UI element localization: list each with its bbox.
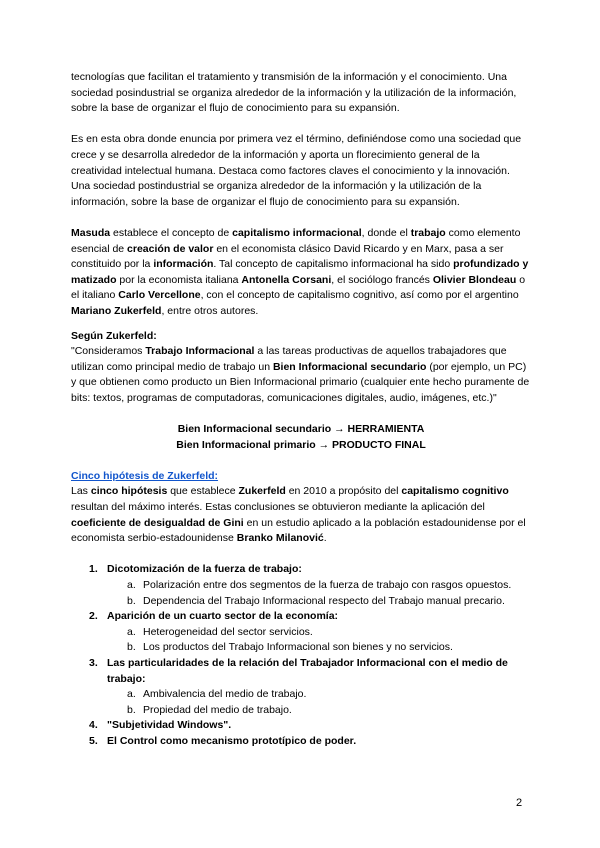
list-item-2: 2. Aparición de un cuarto sector de la economía: a. Heterogeneidad del sector servicios. b. Los productos del Trabajo Informacional son bienes y no servicios. (71, 609, 531, 656)
zukerfeld-quote: "Consideramos Trabajo Informacional a las tareas productivas de aquellos trabajadores que utilizan como principal medio de trabajo un Bien Informacional secundario (por ejemplo, un PC) y que obtienen como producto un Bien Informacional primario (cualquier ente hecho puramente de bits: textos, programas de computadoras, comunicaciones digitales, audio, imágenes, etc.)" (71, 345, 530, 404)
cinco-hipotesis-link[interactable]: Cinco hipótesis de Zukerfeld: (71, 469, 219, 482)
paragraph-capitalismo-informacional: Masuda establece el concepto de capitalismo informacional, donde el trabajo como elemento esencial de creación de valor en el economista clásico David Ricardo y en Marx, pasa a ser constituido por la información. Tal concepto de capitalismo informacional ha sido profundizado y matizado por la economista italiana Antonella Corsani, el sociólogo francés Olivier Blondeau o el italiano Carlo Vercellone, con el concepto de capitalismo cognitivo, así como por el argentino Mariano Zukerfeld, entre otros autores. (71, 226, 529, 317)
sublist-2 (107, 625, 531, 656)
center-line-producto-final: Bien Informacional primario → PRODUCTO FINAL (176, 438, 426, 451)
sublist-3 (107, 687, 531, 718)
hipotesis-link-line (71, 469, 531, 485)
document-page (71, 70, 531, 750)
bold-masuda: Masuda (71, 226, 111, 239)
list-item-1: 1. Dicotomización de la fuerza de trabajo: a. Polarización entre dos segmentos de la fuerza de trabajo con rasgos opuestos. b. Dependencia del Trabajo Informacional respecto del Trabajo manual precario. (71, 562, 531, 609)
sublist-1 (107, 578, 531, 609)
paragraph-masuda-work: Es en esta obra donde enuncia por primera vez el término, definiéndose como una sociedad que crece y se desarrolla alrededor de la información y aporta un florecimiento general de la creatividad intelectual humana. Destaca como factores claves el conocimiento y la innovación. Una sociedad postindustrial se organiza alrededor de la información y la utilización de la información, sobre la base de organizar el flujo de conocimiento para su expansión. (71, 133, 522, 208)
list-item-4: 4. "Subjetividad Windows". (89, 719, 232, 732)
sublist-item: b. Los productos del Trabajo Informacional son bienes y no servicios. (127, 641, 453, 654)
sublist-item: a. Polarización entre dos segmentos de la fuerza de trabajo con rasgos opuestos. (127, 579, 512, 591)
list-item-5: 5. El Control como mecanismo prototípico de poder. (89, 734, 357, 747)
paragraph-intro: tecnologías que facilitan el tratamiento y transmisión de la información y el conocimiento. Una sociedad posindustrial se organiza alrededor de la información y la utilización de la información, sobre la base de organizar el flujo de conocimiento para su expansión. (71, 71, 517, 115)
page-number: 2 (516, 797, 523, 809)
quote-heading: Según Zukerfeld: (71, 329, 157, 342)
sublist-item: b. Propiedad del medio de trabajo. (127, 703, 292, 716)
sublist-item: b. Dependencia del Trabajo Informacional respecto del Trabajo manual precario. (127, 594, 505, 607)
list-item-3: 3. Las particularidades de la relación del Trabajador Informacional con el medio de trabajo: a. Ambivalencia del medio de trabajo. b. Propiedad del medio de trabajo. (71, 656, 531, 718)
sublist-item: a. Heterogeneidad del sector servicios. (127, 625, 313, 638)
center-line-herramienta: Bien Informacional secundario → HERRAMIENTA (177, 423, 425, 436)
hipotesis-list (71, 562, 531, 749)
sublist-item: a. Ambivalencia del medio de trabajo. (127, 688, 307, 701)
paragraph-hipotesis: Las cinco hipótesis que establece Zukerfeld en 2010 a propósito del capitalismo cognitivo resultan del máximo interés. Estas conclusiones se obtuvieron mediante la aplicación del coeficiente de desigualdad de Gini en un estudio aplicado a la población estadounidense por el economista serbio-estadounidense Branko Milanović. (71, 485, 526, 545)
